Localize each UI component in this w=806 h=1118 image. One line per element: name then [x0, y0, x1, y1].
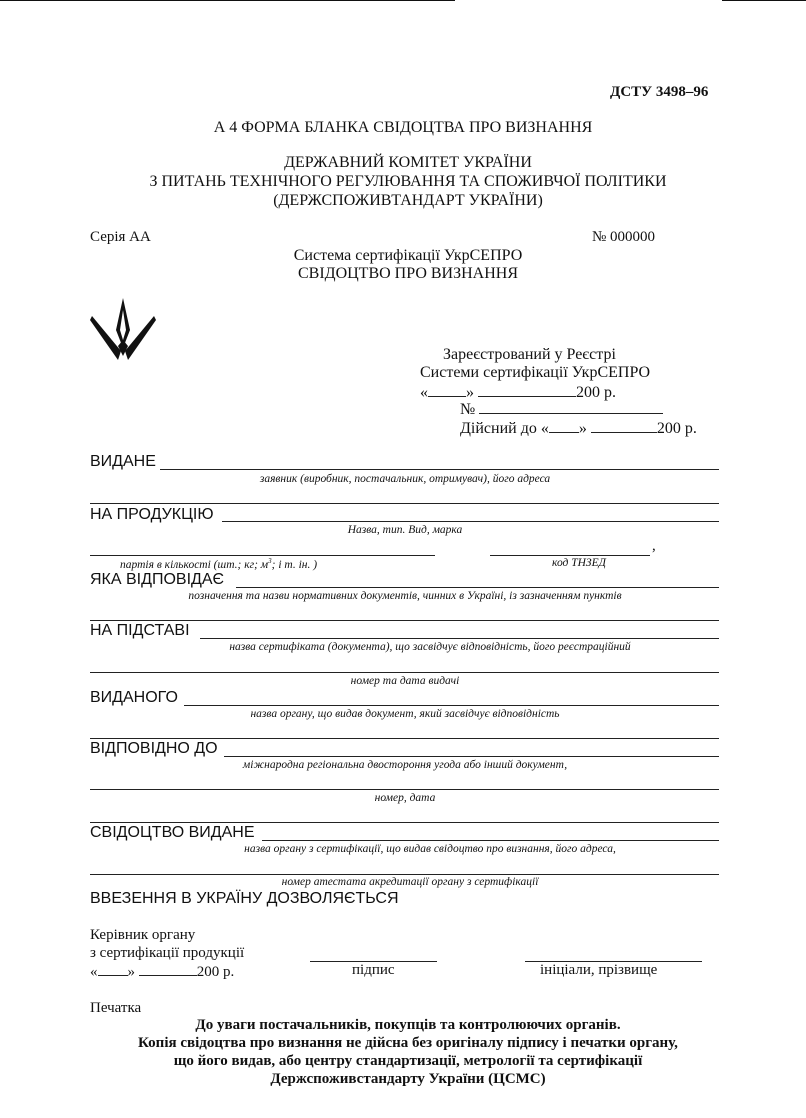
issued-hint: заявник (виробник, постачальник, отримувач), його адреса	[259, 473, 551, 485]
conforms-label: ЯКА ВІДПОВІДАЄ	[90, 571, 225, 588]
certificate-title: СВІДОЦТВО ПРО ВИЗНАННЯ	[297, 265, 519, 282]
product-line[interactable]	[222, 521, 719, 522]
conforms-line[interactable]	[236, 587, 719, 588]
batch-hint-b: ; і т. ін. )	[271, 558, 318, 571]
issued-by-label: ВИДАНОГО	[90, 689, 178, 706]
system-name: Система сертифікації УкрСЕПРО	[293, 247, 523, 264]
issued-label: ВИДАНЕ	[90, 453, 156, 470]
according-line[interactable]	[224, 756, 719, 757]
registry-line-1: Зареєстрований у Реєстрі	[443, 346, 616, 363]
batch-hint-sup: 3	[268, 557, 272, 565]
conforms-line-2[interactable]	[90, 620, 719, 621]
ukrsepro-logo-icon	[88, 296, 158, 362]
top-rule-right	[722, 0, 806, 1]
stamp-label: Печатка	[90, 1000, 142, 1016]
standard-code: ДСТУ 3498–96	[610, 84, 709, 100]
code-comma: ,	[652, 538, 656, 554]
top-rule-left	[0, 0, 455, 1]
code-hint: код ТНЗЕД	[552, 557, 606, 569]
issued-by-line-2[interactable]	[90, 738, 719, 739]
according-line-2[interactable]	[90, 789, 719, 790]
committee-line-1: ДЕРЖАВНИЙ КОМІТЕТ УКРАЇНИ	[284, 154, 532, 171]
batch-hint	[120, 557, 317, 571]
according-line-3[interactable]	[90, 822, 719, 823]
cert-issued-hint-2: номер атестата акредитації органу з сертифікації	[281, 876, 539, 888]
registry-day-field[interactable]	[428, 383, 466, 397]
according-hint: міжнародна регіональна двостороння угода або інший документ,	[242, 759, 568, 771]
registry-number-label: №	[460, 401, 476, 418]
valid-year: 200 р.	[656, 420, 697, 437]
notice-line-3: що його видав, або центру стандартизації, метрології та сертифікації	[173, 1053, 643, 1069]
issued-line[interactable]	[160, 469, 719, 470]
form-title: А 4 ФОРМА БЛАНКА СВІДОЦТВА ПРО ВИЗНАННЯ	[213, 119, 593, 136]
valid-day-field[interactable]	[549, 419, 579, 433]
basis-hint: назва сертифіката (документа), що засвідчує відповідність, його реєстраційний	[229, 641, 631, 653]
according-label: ВІДПОВІДНО ДО	[90, 740, 218, 757]
registry-number-field[interactable]	[479, 400, 663, 414]
code-line[interactable]	[490, 555, 650, 556]
product-label: НА ПРОДУКЦІЮ	[90, 506, 214, 523]
valid-until	[460, 419, 697, 438]
product-hint: Назва, тип. Вид, марка	[347, 524, 463, 536]
signature-date-mid: »	[127, 964, 135, 980]
committee-line-2: З ПИТАНЬ ТЕХНІЧНОГО РЕГУЛЮВАННЯ ТА СПОЖИВЧОЇ ПОЛІТИКИ	[149, 173, 667, 190]
signature-month-field[interactable]	[139, 962, 197, 976]
notice-line-1: До уваги постачальників, покупців та контролюючих органів.	[195, 1017, 621, 1033]
valid-month-field[interactable]	[591, 419, 657, 433]
registry-number	[460, 400, 663, 419]
cert-issued-line-2[interactable]	[90, 874, 719, 875]
issued-by-line[interactable]	[184, 705, 719, 706]
registry-year: 200 р.	[576, 384, 616, 401]
signature-hint: підпис	[352, 962, 395, 978]
batch-line[interactable]	[90, 555, 435, 556]
notice-line-2: Копія свідоцтва про визнання не дійсна без оригіналу підпису і печатки органу,	[138, 1035, 678, 1051]
cert-issued-hint: назва органу з сертифікації, що видав свідоцтво про визнання, його адреса,	[244, 843, 616, 855]
batch-hint-a: партія в кількості (шт.; кг; м	[120, 558, 269, 571]
cert-issued-label: СВІДОЦТВО ВИДАНЕ	[90, 824, 255, 841]
valid-until-label: Дійсний до «	[460, 420, 549, 437]
registry-line-2: Системи сертифікації УкрСЕПРО	[420, 364, 651, 381]
issued-by-hint: назва органу, що видав документ, який засвідчує відповідність	[250, 708, 560, 720]
signature-date-open: «	[90, 964, 98, 980]
head-line-2: з сертифікації продукції	[90, 945, 245, 961]
import-allowed: ВВЕЗЕННЯ В УКРАЇНУ ДОЗВОЛЯЄТЬСЯ	[90, 890, 399, 907]
signature-year: 200 р.	[196, 964, 235, 980]
head-line-1: Керівник органу	[90, 927, 196, 943]
basis-label: НА ПІДСТАВІ	[90, 622, 190, 639]
conforms-hint: позначення та назви нормативних документів, чинних в Україні, із зазначенням пунктів	[188, 590, 622, 602]
certificate-number: № 000000	[592, 229, 656, 245]
valid-date-mid: »	[578, 420, 587, 437]
signature-date	[90, 962, 234, 981]
registry-date-mid: »	[466, 384, 474, 401]
according-hint-2: номер, дата	[374, 792, 436, 804]
signature-day-field[interactable]	[98, 962, 128, 976]
basis-line-2[interactable]	[90, 672, 719, 673]
basis-line[interactable]	[200, 638, 719, 639]
notice-line-4: Держспоживстандарту України (ЦСМС)	[270, 1071, 546, 1087]
committee-line-3: (ДЕРЖСПОЖИВТАНДАРТ УКРАЇНИ)	[273, 192, 543, 209]
registry-month-field[interactable]	[478, 383, 576, 397]
registry-date-open: «	[420, 384, 428, 401]
basis-hint-2: номер та дата видачі	[350, 675, 460, 687]
issued-line-2[interactable]	[90, 503, 719, 504]
series-label: Серія АА	[90, 229, 151, 245]
cert-issued-line[interactable]	[262, 840, 719, 841]
initials-hint: ініціали, прізвище	[540, 962, 658, 978]
